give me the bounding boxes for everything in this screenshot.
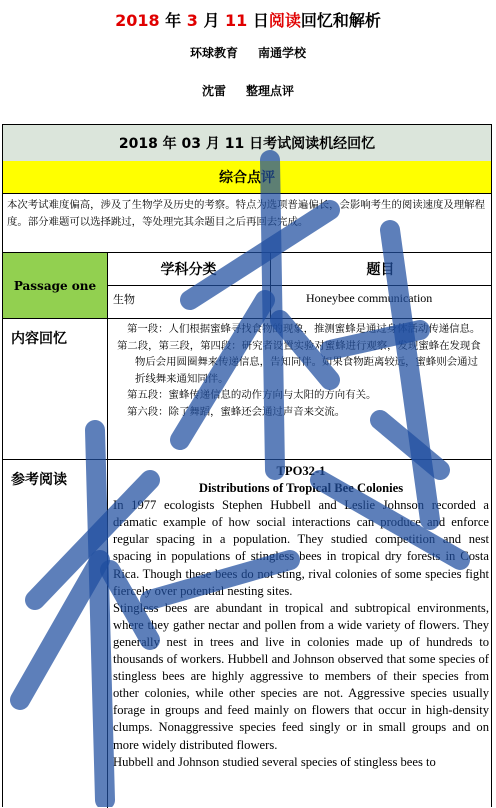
summary-heading: 综合点评 (3, 161, 491, 194)
author-line (0, 82, 496, 99)
row-divider (107, 285, 491, 286)
title-month: 3 (186, 11, 198, 30)
document-title (0, 8, 496, 31)
subject-header: 学科分类 (160, 262, 217, 278)
title-text: 回忆和解析 (300, 11, 381, 30)
content-table (2, 124, 492, 807)
org-name: 环球教育 (189, 46, 238, 60)
title-year: 2018 (115, 11, 160, 30)
table-title: 2018 年 03 月 11 日考试阅读机经回忆 (3, 125, 491, 162)
reference-paragraph: In 1977 ecologists Stephen Hubbell and Leslie Johnson recorded a dramatic example of how social interactions can produce and enforce regular spacing in a population. They studied competition and nest spacing in populations of stingless bees in tropical dry forests in Costa Rica. Though these bees do not sting, rival colonies of some species fight fiercely over potential nesting sites. (113, 498, 489, 598)
subject-value: 生物 (113, 293, 135, 306)
reference-label: 参考阅读 (11, 472, 67, 488)
title-text: 月 (197, 11, 226, 30)
title-text: 日 (247, 11, 269, 30)
reference-code: TPO32-1 (276, 464, 326, 478)
reference-title: Distributions of Tropical Bee Colonies (198, 481, 404, 496)
title-text: 年 (159, 11, 187, 30)
row-divider (3, 459, 491, 460)
summary-text: 本次考试难度偏高，涉及了生物学及历史的考察。特点为选项普遍偏长，会影响考生的阅读速度及理解程度。部分难题可以选择跳过，等处理完其余题目之后再回去完成。 (7, 199, 485, 228)
title-red-word: 阅读 (268, 11, 301, 30)
school-name: 南通学校 (258, 46, 307, 60)
recall-content (117, 321, 483, 420)
author-role: 整理点评 (246, 84, 295, 98)
row-divider (3, 318, 491, 319)
reference-passage (113, 463, 489, 771)
column-divider (107, 252, 108, 808)
passage-label: Passage one (3, 253, 107, 318)
reference-paragraph: Stingless bees are abundant in tropical and subtropical environments, where they gather nectar and pollen from a wide variety of flowers. They generally nest in trees and live in colonies made up of hundreds to thousands of workers. Hubbell and Johnson observed that some species of stingless bees are highly aggressive to members of their species from other colonies, while other species are not. Aggressive species usually forage in groups and feed mainly on flowers that occur in high-density clumps. Nonaggressive species feed singly or in small groups and on more widely distributed flowers. (113, 600, 489, 752)
recall-label: 内容回忆 (11, 331, 67, 347)
recall-item: 第六段：除了舞蹈，蜜蜂还会通过声音来交流。 (127, 405, 346, 418)
topic-value: Honeybee communication (306, 291, 433, 305)
recall-item: 第一段：人们根据蜜蜂寻找食物的现象，推测蜜蜂是通过身体活动传递信息。 (127, 323, 481, 335)
author-name: 沈雷 (201, 84, 226, 98)
recall-item: 第二段，第三段，第四段：研究者设置实验对蜜蜂进行观察，发现蜜蜂在发现食物后会用圆圈舞来传递信息，告知同伴。如果食物距离较远，蜜蜂则会通过折线舞来通知同伴。 (117, 339, 481, 385)
recall-item: 第五段：蜜蜂传递信息的动作方向与太阳的方向有关。 (127, 389, 377, 401)
organization-line (0, 44, 496, 61)
topic-header: 题目 (366, 262, 395, 278)
title-day: 11 (225, 11, 248, 30)
reference-paragraph: Hubbell and Johnson studied several species of stingless bees to (113, 754, 436, 769)
